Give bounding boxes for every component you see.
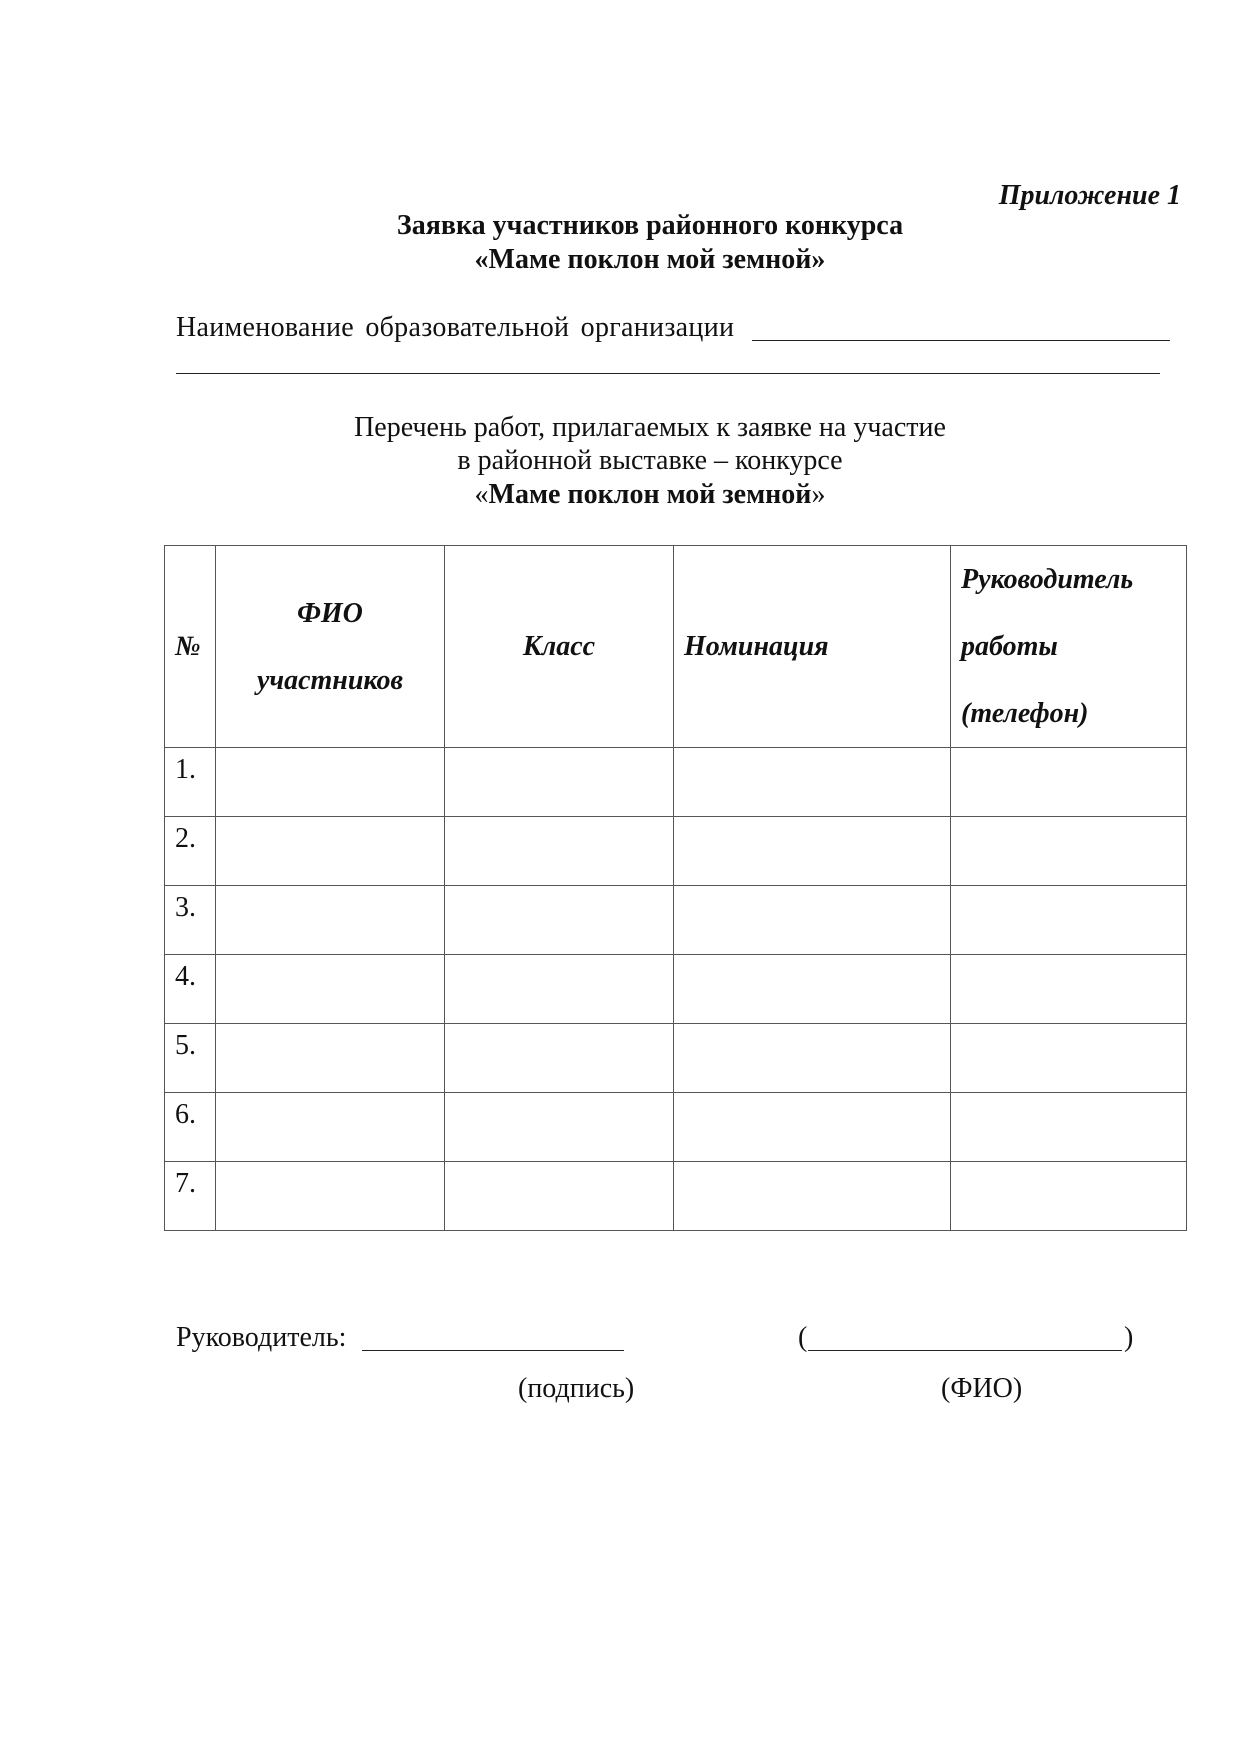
cell-nomination[interactable] (674, 817, 951, 886)
table-row (165, 748, 1187, 817)
cell-class[interactable] (445, 748, 674, 817)
appendix-label: Приложение 1 (998, 180, 1181, 211)
organization-field-line[interactable] (752, 340, 1170, 341)
list-heading-line3 (0, 479, 1241, 511)
header-class: Класс (445, 546, 674, 748)
cell-nomination[interactable] (674, 1024, 951, 1093)
cell-fio[interactable] (216, 1162, 445, 1231)
table-row (165, 955, 1187, 1024)
table-row (165, 1162, 1187, 1231)
signature-line[interactable] (362, 1350, 624, 1351)
cell-leader[interactable] (951, 1162, 1187, 1231)
row-number: 7. (165, 1162, 216, 1231)
table-row (165, 817, 1187, 886)
cell-nomination[interactable] (674, 748, 951, 817)
cell-fio[interactable] (216, 1024, 445, 1093)
cell-fio[interactable] (216, 817, 445, 886)
list-heading-line1: Перечень работ, прилагаемых к заявке на участие (354, 412, 946, 443)
cell-fio[interactable] (216, 1093, 445, 1162)
fio-line[interactable] (808, 1350, 1122, 1351)
list-heading-contest: Маме поклон мой земной (488, 479, 812, 510)
cell-class[interactable] (445, 955, 674, 1024)
quote-close: » (811, 479, 826, 510)
participants-table (164, 545, 1187, 1231)
cell-fio[interactable] (216, 955, 445, 1024)
cell-class[interactable] (445, 817, 674, 886)
fio-paren-open: ( (798, 1322, 808, 1353)
leader-label: Руководитель: (176, 1322, 347, 1353)
document-title: Заявка участников районного конкурса (396, 210, 904, 241)
signature-caption: (подпись) (518, 1373, 635, 1404)
row-number: 3. (165, 886, 216, 955)
table-row (165, 1093, 1187, 1162)
row-number: 6. (165, 1093, 216, 1162)
cell-leader[interactable] (951, 748, 1187, 817)
header-nomination: Номинация (674, 546, 951, 748)
cell-class[interactable] (445, 1162, 674, 1231)
cell-class[interactable] (445, 886, 674, 955)
table-header-row (165, 546, 1187, 748)
contest-title: «Маме поклон мой земной» (474, 244, 826, 275)
fio-paren-close: ) (1124, 1322, 1134, 1353)
cell-leader[interactable] (951, 1093, 1187, 1162)
cell-nomination[interactable] (674, 1093, 951, 1162)
cell-leader[interactable] (951, 886, 1187, 955)
row-number: 2. (165, 817, 216, 886)
cell-leader[interactable] (951, 955, 1187, 1024)
cell-leader[interactable] (951, 817, 1187, 886)
table-row (165, 1024, 1187, 1093)
cell-fio[interactable] (216, 748, 445, 817)
organization-field-line-2[interactable] (176, 373, 1160, 374)
cell-nomination[interactable] (674, 886, 951, 955)
organization-label: Наименование образовательной организации (176, 312, 735, 343)
cell-nomination[interactable] (674, 1162, 951, 1231)
header-fio: ФИО участников (216, 546, 445, 748)
cell-leader[interactable] (951, 1024, 1187, 1093)
cell-class[interactable] (445, 1024, 674, 1093)
cell-fio[interactable] (216, 886, 445, 955)
row-number: 4. (165, 955, 216, 1024)
table-row (165, 886, 1187, 955)
cell-nomination[interactable] (674, 955, 951, 1024)
fio-caption: (ФИО) (941, 1373, 1023, 1404)
header-number: № (165, 546, 216, 748)
quote-open: « (474, 479, 489, 510)
row-number: 1. (165, 748, 216, 817)
row-number: 5. (165, 1024, 216, 1093)
cell-class[interactable] (445, 1093, 674, 1162)
header-leader: Руководитель работы (телефон) (951, 546, 1187, 748)
list-heading-line2: в районной выставке – конкурсе (457, 445, 843, 476)
